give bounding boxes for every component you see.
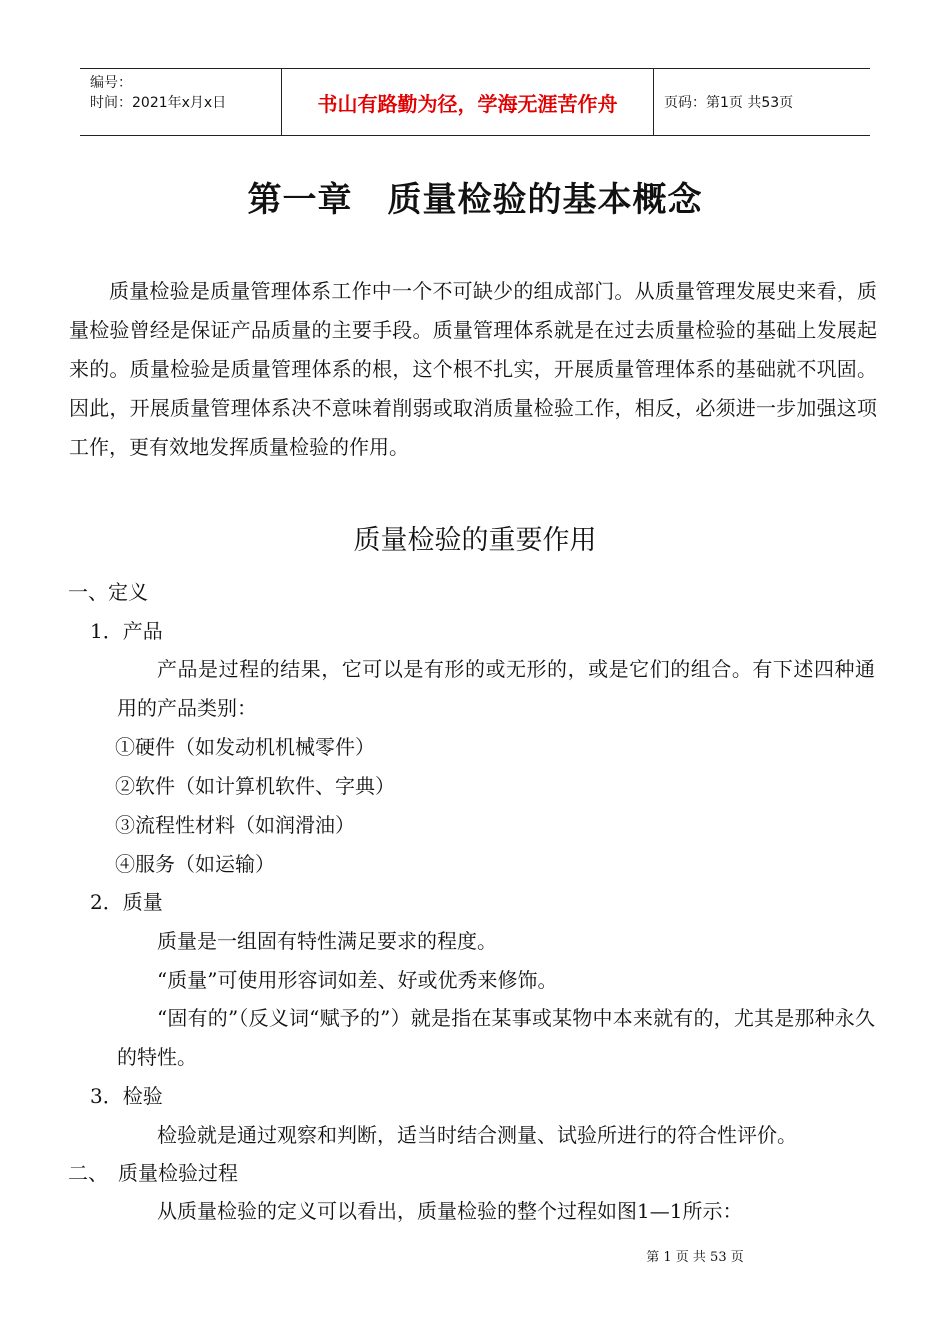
product-heading: 1．产品 xyxy=(90,619,163,643)
code-label: 编号： xyxy=(90,75,132,91)
intro-paragraph: 质量检验是质量管理体系工作中一个不可缺少的组成部门。从质量管理发展史来看，质量检验曾经是保证产品质量的主要手段。质量管理体系就是在过去质量检验的基础上发展起来的。质量检验是质量管理体系的根，这个根不扎实，开展质量管理体系的基础就不巩固。因此，开展质量管理体系决不意味着削弱或取消质量检验工作，相反，必须进一步加强这项工作，更有效地发挥质量检验的作用。 xyxy=(69,279,877,459)
quality-line-3: “固有的”（反义词“赋予的”）就是指在某事或某物中本来就有的，尤其是那种永久的特性。 xyxy=(117,1006,875,1069)
definitions-heading: 一、定义 xyxy=(68,580,148,604)
chapter-title: 第一章 质量检验的基本概念 xyxy=(247,180,703,220)
product-text: 产品是过程的结果，它可以是有形的或无形的，或是它们的组合。有下述四种通用的产品类别： xyxy=(117,657,875,720)
product-item-4: ④服务（如运输） xyxy=(115,852,275,876)
quality-line-2: “质量”可使用形容词如差、好或优秀来修饰。 xyxy=(157,968,558,992)
header-left-cell xyxy=(80,69,282,135)
inspection-heading: 3．检验 xyxy=(90,1084,163,1108)
inspection-text: 检验就是通过观察和判断，适当时结合测量、试验所进行的符合性评价。 xyxy=(157,1123,797,1147)
quality-heading: 2．质量 xyxy=(90,890,163,914)
page-footer: 第 1 页 共 53 页 xyxy=(646,1250,744,1265)
quality-line-1: 质量是一组固有特性满足要求的程度。 xyxy=(157,929,497,953)
header-motto: 书山有路勤为径，学海无涯苦作舟 xyxy=(282,69,654,135)
process-heading: 二、 质量检验过程 xyxy=(68,1161,238,1185)
product-item-2: ②软件（如计算机软件、字典） xyxy=(115,774,395,798)
header-page-info: 页码：第1页 共53页 xyxy=(664,95,794,111)
product-item-3: ③流程性材料（如润滑油） xyxy=(115,813,355,837)
document-header xyxy=(80,68,870,136)
section-title: 质量检验的重要作用 xyxy=(353,525,597,556)
process-text: 从质量检验的定义可以看出，质量检验的整个过程如图1—1所示： xyxy=(157,1199,743,1223)
product-item-1: ①硬件（如发动机机械零件） xyxy=(115,735,375,759)
time-label: 时间：2021年x月x日 xyxy=(90,95,227,111)
